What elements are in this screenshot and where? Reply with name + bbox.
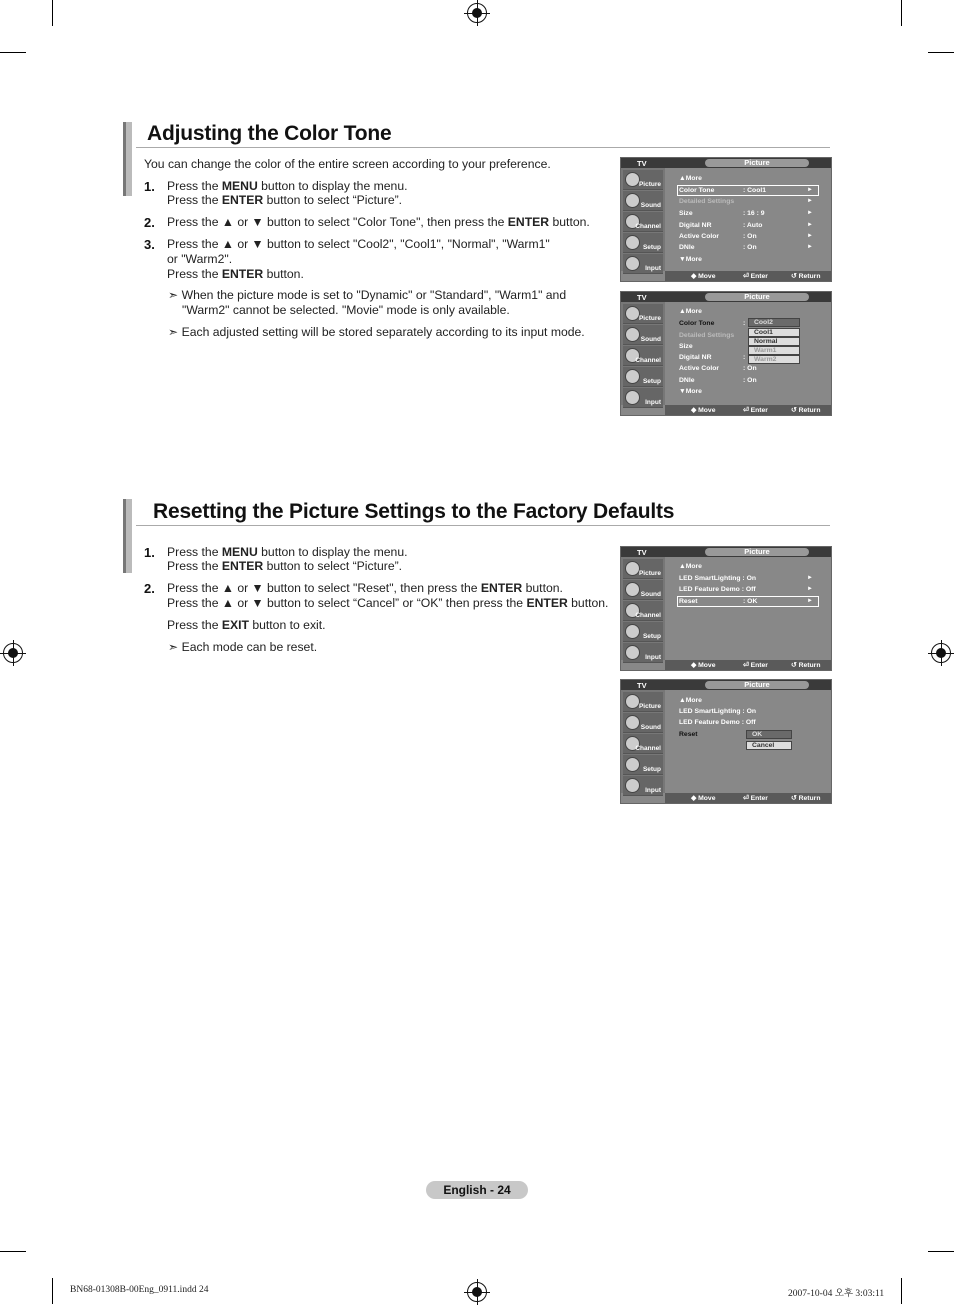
print-slug-right: 2007-10-04 오후 3:03:11 (788, 1289, 885, 1299)
osd-option-warm2: Warm2 (748, 355, 800, 364)
step-text: Press the ▲ or ▼ button to select "Reset", then press the ENTER button. (167, 581, 563, 595)
crop-mark (0, 1251, 26, 1252)
crop-mark (901, 0, 902, 26)
page-number-badge: English - 24 (426, 1181, 528, 1199)
osd-sidebar: Picture Sound Channel Setup Input (621, 168, 665, 271)
step-number: 1. (144, 179, 155, 194)
crop-mark (901, 1278, 902, 1304)
crop-mark (928, 1251, 954, 1252)
registration-mark-icon (931, 643, 951, 663)
section-title: Resetting the Picture Settings to the Factory Defaults (153, 500, 675, 523)
setup-icon (625, 757, 640, 772)
input-icon (625, 645, 640, 660)
step-text: Press the MENU button to display the menu. (167, 179, 408, 193)
crop-mark (0, 52, 26, 53)
step-text: or "Warm2". (167, 252, 233, 266)
osd-option-ok: OK (746, 730, 792, 739)
osd-option-warm1: Warm1 (748, 346, 800, 355)
crop-mark (52, 0, 53, 26)
section-bar (123, 122, 132, 196)
registration-mark-icon (3, 643, 23, 663)
section-rule (136, 147, 830, 148)
registration-mark-icon (467, 3, 487, 23)
crop-mark (928, 52, 954, 53)
step-text: Press the MENU button to display the menu. (167, 545, 408, 559)
picture-icon (625, 306, 640, 321)
osd-option-cancel: Cancel (746, 741, 792, 750)
step-number: 3. (144, 237, 155, 252)
osd-screen-reset: TV Picture Picture Sound Channel Setup Input ▲More LED SmartLighting : On ► LED Feature Demo : Off ► Reset : OK ► ◆ Move ⏎ Enter ↺ Return (620, 546, 832, 671)
osd-tv-label: TV (637, 159, 647, 168)
picture-icon (625, 172, 640, 187)
setup-icon (625, 624, 640, 639)
osd-screen-color-tone: TV Picture Picture Sound Channel Setup Input ▲More Color Tone : Cool1 ► Detailed Settings ► Size : 16 : 9 ► Digital NR : Auto ► Active Color : On ► DNIe : On ► ▼More ◆ Move ⏎ Enter ↺ Return (620, 157, 832, 282)
step-text: Press the ENTER button to select “Picture”. (167, 559, 403, 573)
input-icon (625, 778, 640, 793)
setup-icon (625, 369, 640, 384)
note-text: ➣ When the picture mode is set to "Dynamic" or "Standard", "Warm1" and (168, 288, 567, 302)
note-text: ➣ Each mode can be reset. (168, 640, 318, 654)
note-text: ➣ Each adjusted setting will be stored separately according to its input mode. (168, 325, 585, 339)
sound-icon (625, 327, 640, 342)
intro-text: You can change the color of the entire screen according to your preference. (144, 157, 551, 171)
step-text: Press the ENTER button to select “Picture”. (167, 193, 403, 207)
sound-icon (625, 193, 640, 208)
osd-option-normal: Normal (748, 337, 800, 346)
sound-icon (625, 715, 640, 730)
input-icon (625, 256, 640, 271)
section-rule (136, 525, 830, 526)
osd-option-cool2: Cool2 (748, 318, 800, 327)
registration-mark-icon (467, 1282, 487, 1302)
step-text: Press the EXIT button to exit. (167, 618, 326, 632)
osd-option-cool1: Cool1 (748, 328, 800, 337)
osd-screen-color-tone-options: TV Picture Picture Sound Channel Setup Input ▲More Color Tone : Detailed Settings Size Digital NR : Active Color : On DNIe : On ▼More Cool2 Cool1 Normal Warm1 Warm2 ◆ Move ⏎ Enter ↺ Return (620, 291, 832, 416)
setup-icon (625, 235, 640, 250)
section-title: Adjusting the Color Tone (147, 122, 392, 145)
note-text: "Warm2" cannot be selected. "Movie" mode is only available. (182, 303, 510, 317)
step-number: 2. (144, 215, 155, 230)
picture-icon (625, 694, 640, 709)
step-text: Press the ▲ or ▼ button to select "Color Tone", then press the ENTER button. (167, 215, 590, 229)
picture-icon (625, 561, 640, 576)
osd-screen-reset-options: TV Picture Picture Sound Channel Setup Input ▲More LED SmartLighting : On LED Feature Demo : Off Reset OK Cancel ◆ Move ⏎ Enter ↺ Return (620, 679, 832, 804)
step-text: Press the ▲ or ▼ button to select “Cancel” or “OK” then press the ENTER button. (167, 596, 609, 610)
section-bar (123, 499, 132, 573)
print-slug-left: BN68-01308B-00Eng_0911.indd 24 (70, 1285, 209, 1295)
input-icon (625, 390, 640, 405)
sound-icon (625, 582, 640, 597)
step-number: 2. (144, 581, 155, 596)
step-text: Press the ENTER button. (167, 267, 304, 281)
crop-mark (52, 1278, 53, 1304)
osd-header: Picture (705, 159, 809, 167)
step-number: 1. (144, 545, 155, 560)
step-text: Press the ▲ or ▼ button to select "Cool2", "Cool1", "Normal", "Warm1" (167, 237, 550, 251)
